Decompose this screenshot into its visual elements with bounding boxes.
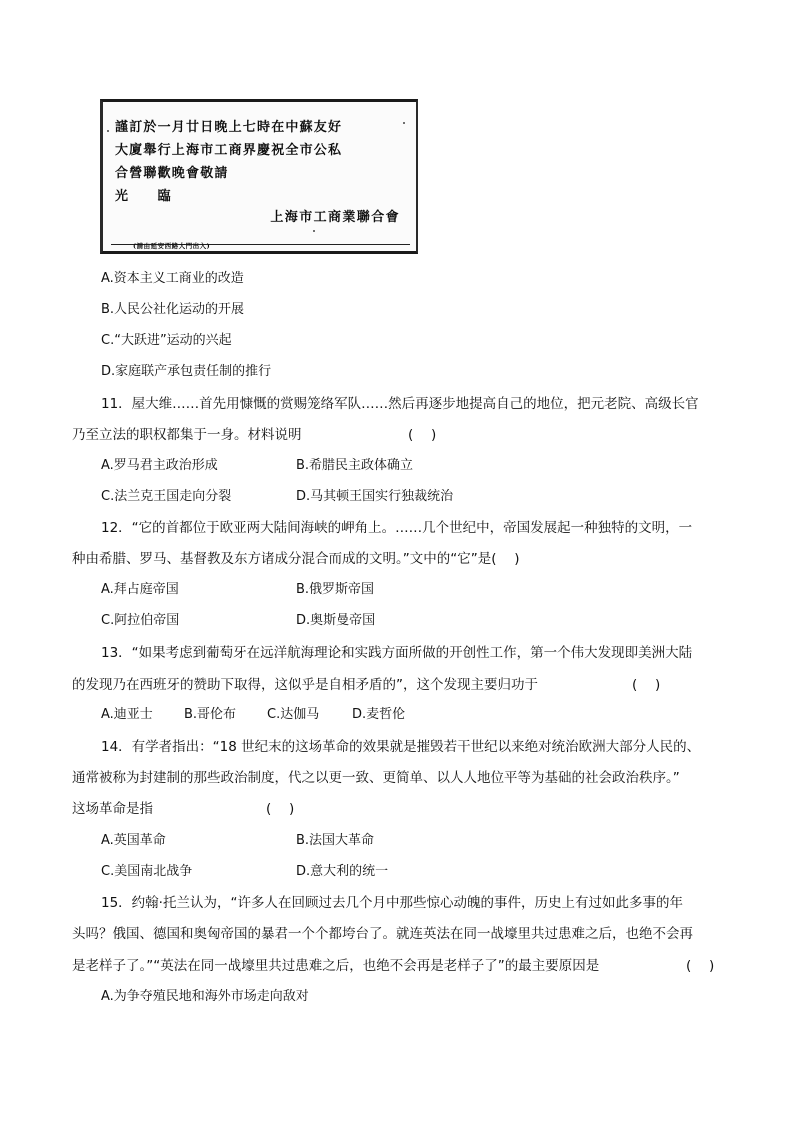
newspaper-invitation-image xyxy=(100,99,418,254)
q10-option-d: D.家庭联产承包责任制的推行 xyxy=(101,364,272,379)
q12-option-d: D.奥斯曼帝国 xyxy=(296,613,376,628)
q13-answer-paren: ( ) xyxy=(632,677,661,693)
clipping-line: 大廈舉行上海市工商界慶祝全市公私 xyxy=(115,143,343,158)
q13-stem-line: 的发现乃在西班牙的赞助下取得，这似乎是自相矛盾的”，这个发现主要归功于 xyxy=(72,677,538,693)
q15-option-a: A.为争夺殖民地和海外市场走向敌对 xyxy=(101,989,309,1004)
q15-stem-line: 15．约翰·托兰认为，“许多人在回顾过去几个月中那些惊心动魄的事件，历史上有过如此多事的年 xyxy=(101,895,683,911)
q11-answer-paren: ( ) xyxy=(408,427,437,443)
q13-stem-line: 13．“如果考虑到葡萄牙在远洋航海理论和实践方面所做的开创性工作，第一个伟大发现即美洲大陆 xyxy=(101,645,693,661)
q14-option-b: B.法国大革命 xyxy=(296,833,375,848)
q15-answer-paren: ( ) xyxy=(686,958,715,974)
q14-stem-line: 14．有学者指出：“18 世纪末的这场革命的效果就是摧毁若干世纪以来绝对统治欧洲大部分人民的、 xyxy=(101,739,701,755)
q14-stem-line: 通常被称为封建制的那些政治制度，代之以更一致、更简单、以人人地位平等为基础的社会政治秩序。” xyxy=(72,770,680,786)
clipping-line: 謹訂於一月廿日晚上七時在中蘇友好 xyxy=(115,120,343,135)
q14-option-c: C.美国南北战争 xyxy=(101,864,193,879)
q13-option-b: B.哥伦布 xyxy=(184,707,237,722)
clipping-signature: 上海市工商業聯合會 xyxy=(270,210,400,225)
q14-option-d: D.意大利的统一 xyxy=(296,864,389,879)
clipping-line: 合營聯歡晚會敬請 xyxy=(115,166,229,181)
q12-option-b: B.俄罗斯帝国 xyxy=(296,582,375,597)
q15-stem-line: 头吗？俄国、德国和奥匈帝国的暴君一个个都垮台了。就连英法在同一战壕里共过患难之后，也绝不会再 xyxy=(72,926,693,942)
q10-option-c: C.“大跃进”运动的兴起 xyxy=(101,333,232,348)
q12-option-a: A.拜占庭帝国 xyxy=(101,582,179,597)
q14-option-a: A.英国革命 xyxy=(101,833,166,848)
q11-option-b: B.希腊民主政体确立 xyxy=(296,458,414,473)
q14-stem-line: 这场革命是指 xyxy=(72,801,153,817)
clipping-footnote: (請由延安西路大門出入) xyxy=(133,242,211,250)
q15-stem-line: 是老样子了。”“英法在同一战壕里共过患难之后，也绝不会再是老样子了”的最主要原因是 xyxy=(72,958,600,974)
q11-option-d: D.马其顿王国实行独裁统治 xyxy=(296,489,454,504)
q11-stem-line: 乃至立法的职权都集于一身。材料说明 xyxy=(72,427,302,443)
q12-stem-line: 12．“它的首都位于欧亚两大陆间海峡的岬角上。……几个世纪中，帝国发展起一种独特的文明，一 xyxy=(101,520,693,536)
q12-option-c: C.阿拉伯帝国 xyxy=(101,613,180,628)
q13-option-c: C.达伽马 xyxy=(267,707,320,722)
q11-option-c: C.法兰克王国走向分裂 xyxy=(101,489,232,504)
q11-option-a: A.罗马君主政治形成 xyxy=(101,458,218,473)
q13-option-d: D.麦哲伦 xyxy=(352,707,406,722)
q10-option-b: B.人民公社化运动的开展 xyxy=(101,302,245,317)
q12-stem-line: 种由希腊、罗马、基督教及东方诸成分混合而成的文明。”文中的“它”是( ) xyxy=(72,551,520,567)
q11-stem-line: 11．屋大维……首先用慷慨的赏赐笼络军队……然后再逐步地提高自己的地位，把元老院、高级长官 xyxy=(101,396,699,412)
q13-option-a: A.迪亚士 xyxy=(101,707,153,722)
q10-option-a: A.资本主义工商业的改造 xyxy=(101,271,244,286)
clipping-line: 光 臨 xyxy=(115,189,172,204)
q14-answer-paren: ( ) xyxy=(266,801,295,817)
